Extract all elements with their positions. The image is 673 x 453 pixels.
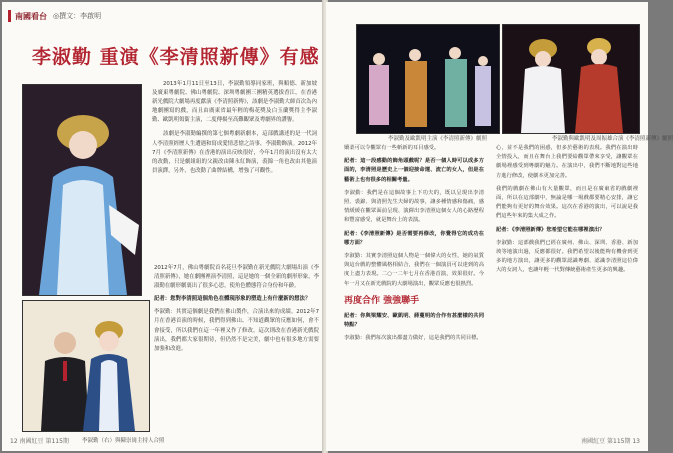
main-performer-photo bbox=[22, 84, 142, 296]
body-text-column-a bbox=[344, 144, 484, 348]
left-page bbox=[2, 2, 324, 451]
article-title: 李淑勤 重演《李清照新傳》有感 bbox=[32, 46, 320, 68]
body-text-left bbox=[154, 264, 319, 358]
interview-answer: 李淑勤：其實李清照這個人物是一個偉大的女性，她的氣質與這台戲的整體風格相結合，我們在一個演員可以達到的高度上盡力表現。二○一二年七月在香港首演，效果很好。今年一月又在新光戲院的大劇場演出，觀眾反應也很熱烈。 bbox=[344, 253, 484, 287]
body-paragraph: 嬌柔可以令觀眾有一些斬新的耳目感受。 bbox=[344, 145, 440, 151]
lead-text bbox=[152, 80, 317, 181]
section-bar bbox=[8, 10, 11, 22]
caption-bottom-left: 李淑勤（右）與陳崇崗主持人合照 bbox=[82, 438, 165, 444]
interview-question: 記者：《李清照新傳》是否需要再修改，你覺得它的成功在哪方面？ bbox=[344, 230, 484, 246]
body-paragraph: 我們的戲劇在佛山有大量觀眾，而且是在廣東省的戲劇裡面，所以在這部劇中，無論是哪一場戲都要精心安排，讓它們能夠有更好的舞台效果。這次在香港的演出，可以說是我們這些年來的集大成之作。 bbox=[496, 185, 638, 220]
duet-scene-illustration bbox=[503, 25, 639, 133]
lead-paragraph: 2013年1月11日至13日，李淑勤領導同家班，與順德、新加坡及廣東粵劇院、佛山粵劇院、深圳粵劇團三團精英選拔香江，在香港新光戲院大劇場再度獻演《李清照新傳》，該劇是李淑勤大師首次為內地劇團寫的戲，而且由廣東省最年輕的梅花獎及白玉蘭獎得主李淑勤、歐凱明領銜主演，二度傳揚至高難觀眾及粵劇界的讚譽。 bbox=[152, 81, 317, 124]
subheading: 再度合作 強強聯手 bbox=[344, 295, 420, 306]
page-number-right: 南國紅豆 第115期 13 bbox=[581, 438, 640, 445]
interview-answer: 李淑勤：其實這個劇是我們在佛山製作，合演出來的成績。2012年7月在香港首演的時候，我們得到佛山、不知道觀眾的反應如何，會不會接受，所以我們在這一年裡又作了修改。這次則改在香港新光戲院演出，我們都大家很期待，但仍然不是完美，劇中也有很多地方需要加強和改進。 bbox=[154, 309, 319, 352]
caption-stage-photo-1: 李淑勤及歐凱明主演《李清照新傳》劇照 bbox=[388, 136, 488, 142]
lead-paragraph: 該劇是李淑勤編撰的第七個粵劇新劇本，這部戲講述的是一代詞人李清照經歷人生遭遇和寫成愛情悲愴之詩事，李淑勤飾演。2012年7月《李清照新傳》在香港的演出反映很好，今年1月的演出沒有太大的改動，只是劇組組的父親改由陳永紅飾演，裘錦一角也改由其他演員演繹，另外，也改動了曲牌結構，增強了可觀性。 bbox=[152, 131, 317, 174]
author-credit: ◎撰文：李啟明 bbox=[53, 12, 102, 20]
body-text-column-b bbox=[496, 144, 638, 280]
right-page bbox=[326, 2, 673, 451]
photo-with-host bbox=[22, 300, 150, 432]
body-paragraph: 2012年7月，佛山粵劇院首名花旦李淑勤在新光戲院大劇場出演《李清照新傳》，她在劇團裡演李清照，這是她的一個全新的劇形形象，李淑勤在劇形劇裏出了很多心思，使角色體態符合身份和年齡。 bbox=[154, 265, 319, 290]
stage-scene-illustration bbox=[357, 25, 499, 133]
two-people-illustration bbox=[23, 301, 149, 431]
interview-question: 記者：您對李清照這個角色在體現形象的塑造上有什麼新的想法？ bbox=[154, 296, 311, 303]
interview-answer: 李淑勤：我們每次演出都盡力做好，這是我們的共同目標。 bbox=[344, 335, 482, 342]
interview-answer: 李淑勤：這部戲我們已經在廣州、佛山、深圳、香港、新加坡等地演出過，反應都很好。我們希望以後能夠有機會到更多的地方演出，讓更多的觀眾認識粵劇、認識李清照這位偉大的女詞人，也讓年輕一代對傳統藝術產生更多的興趣。 bbox=[496, 239, 638, 274]
interview-question: 記者：《李清照新傳》您希望它能在哪裡演出？ bbox=[496, 226, 605, 233]
stage-photo-2 bbox=[502, 24, 640, 134]
interview-answer: 李淑勤：我們是在這個故事上下功夫的，既以呈現出李清照、裘錦、與清照先生夫婦的故事，讓多種情感和傷痛，感情緩緩在觀眾面前呈現、演繹出李清照這個女人的心路歷程和豐富感受，就是舞台上的表演。 bbox=[344, 189, 484, 224]
body-paragraph: 心，並不是我們的困惑，但多於藝術的表現。我們在演出時全情投入，而且在舞台上我們要給觀眾帶來享受，讓觀眾在劇場裡感受到粵劇的魅力。在演出中，我們不斷地對這些地方進行修改，使劇本更加完善。 bbox=[496, 145, 638, 179]
interview-question: 記者：這一段感動的飾角頭戲呢？是否一個人時可以成多方面的，李清照是歷史上一個迎接命運、流亡的女人，但是在藝術上也有很多的相關考量。 bbox=[344, 158, 484, 183]
caption-stage-photo-2: 李淑勤與歐凱明及周振雄合演《李清照新傳》劇照 bbox=[552, 136, 673, 142]
performer-illustration bbox=[23, 85, 141, 295]
section-title: 南國看台 bbox=[15, 11, 47, 21]
section-header bbox=[8, 8, 101, 24]
interview-question: 記者：你與梁耀安、歐凱明、蔣蔓明的合作有甚麼樣的共同特點？ bbox=[344, 313, 484, 329]
stage-photo-1 bbox=[356, 24, 500, 134]
page-number-left: 12 南國紅豆 第115期 bbox=[10, 438, 69, 445]
